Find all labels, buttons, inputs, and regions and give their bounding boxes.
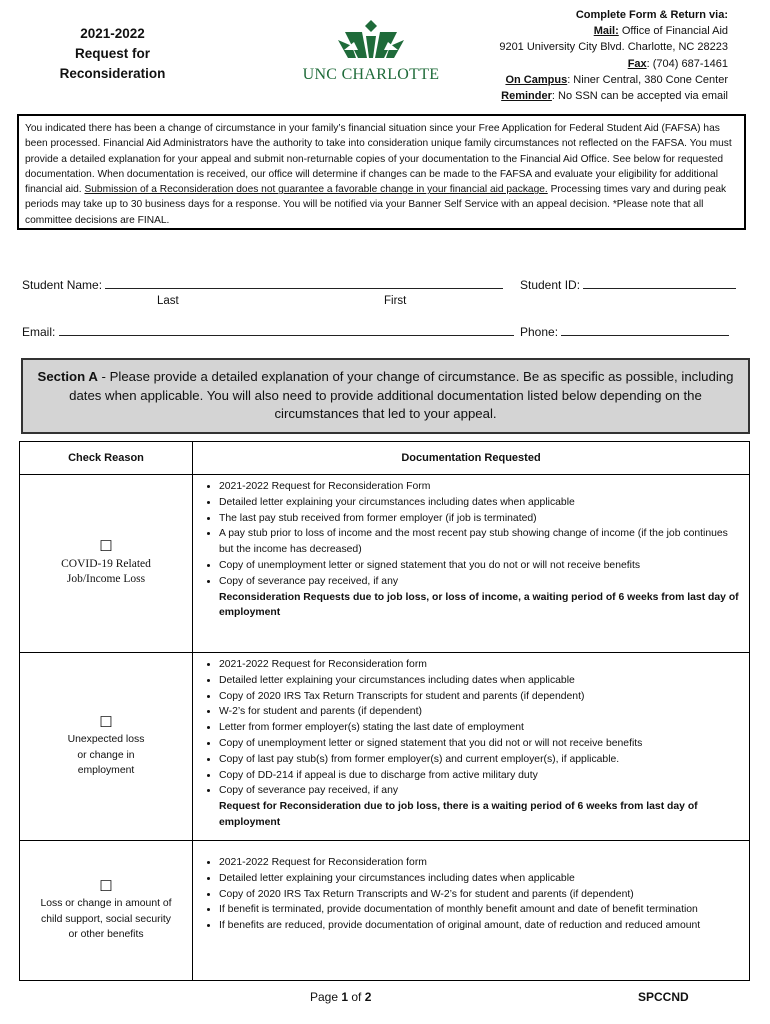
- page-of: of: [348, 990, 365, 1004]
- phone-label: Phone:: [520, 325, 559, 339]
- page-current: 1: [341, 990, 349, 1004]
- crown-icon: [300, 16, 442, 64]
- email-label: Email:: [22, 325, 56, 339]
- student-id-row: [520, 277, 736, 292]
- mail-value: Office of Financial Aid: [621, 25, 728, 38]
- first-name-label: First: [384, 295, 407, 307]
- list-item: • If benefit is terminated, provide documentation of monthly benefit amount and date of benefit termination: [219, 902, 741, 918]
- covid-checkbox[interactable]: ☐: [99, 538, 113, 556]
- list-item: • Copy of 2020 IRS Tax Return Transcripts for student and parents (if dependent): [219, 689, 741, 705]
- table-row: [20, 653, 750, 841]
- fax-value: : (704) 687-1461: [646, 57, 728, 70]
- list-item: • Copy of severance pay received, if any: [219, 783, 741, 799]
- list-item: • 2021-2022 Request for Reconsideration form: [219, 657, 741, 673]
- student-id-label: Student ID:: [520, 278, 581, 292]
- table-row: [20, 475, 750, 653]
- docs-cell: [193, 653, 750, 841]
- notice-text: You indicated there has been a change of circumstance in your family’s financial situation since your Free Application for Federal Student Aid (FAFSA) has been processed. Financial Aid Administrators have the authority to take into consideration unique family circumstances not reflected on the FAFSA. You must provide a detailed explanation for your appeal and submit non-returnable copies of your documentation to the Financial Aid Office. See below for requested documentation. When documentation is received, our office will determine if changes can be made to the FAFSA and evaluate your eligibility for additional financial aid.: [25, 123, 732, 196]
- campus-value: : Niner Central, 380 Cone Center: [567, 73, 728, 86]
- university-logo: [300, 16, 442, 84]
- list-item: • If benefits are reduced, provide documentation of original amount, date of reduction and reduced amount: [219, 918, 741, 934]
- address-line: 9201 University City Blvd. Charlotte, NC 28223: [499, 41, 728, 54]
- reason-line: or change in: [77, 749, 135, 761]
- phone-input[interactable]: [561, 324, 729, 336]
- title-line: 2021-2022: [80, 26, 145, 41]
- reason-line: COVID-19 Related: [61, 557, 151, 570]
- reason-cell: [20, 653, 193, 841]
- list-item: • The last pay stub received from former employer (if job is terminated): [219, 511, 741, 527]
- last-name-label: Last: [157, 295, 179, 307]
- list-item: • 2021-2022 Request for Reconsideration Form: [219, 479, 741, 495]
- fax-label: Fax: [627, 57, 647, 70]
- list-item: • Copy of last pay stub(s) from former employer(s) and current employer(s), if applicable.: [219, 752, 741, 768]
- title-line: Request for: [74, 46, 150, 61]
- campus-label: On Campus: [505, 73, 568, 86]
- reason-line: Loss or change in amount of: [40, 898, 172, 909]
- list-item: • Detailed letter explaining your circumstances including dates when applicable: [219, 871, 741, 887]
- docs-cell: [193, 841, 750, 981]
- reason-line: or other benefits: [68, 929, 144, 940]
- reason-cell: [20, 475, 193, 653]
- list-item: • Copy of severance pay received, if any: [219, 574, 741, 590]
- page-total: 2: [364, 990, 372, 1004]
- notice-box: [17, 114, 746, 230]
- docs-list: [205, 479, 741, 590]
- benefits-checkbox[interactable]: ☐: [99, 877, 113, 895]
- reminder-label: Reminder: [501, 90, 552, 103]
- reason-cell: [20, 841, 193, 981]
- student-name-row: [22, 277, 503, 292]
- student-name-label: Student Name:: [22, 278, 103, 292]
- return-heading: Complete Form & Return via:: [575, 9, 728, 21]
- notice-guarantee: Submission of a Reconsideration does not guarantee a favorable change in your financial aid package.: [84, 184, 548, 196]
- form-title: [40, 24, 185, 84]
- title-line: Reconsideration: [59, 66, 166, 81]
- section-a-text: - Please provide a detailed explanation of your change of circumstance. Be as specific as possible, including dates when applicable. You will also need to provide additional documentation listed below depending on the circumstances that led to your appeal.: [69, 369, 734, 421]
- documentation-table: [19, 441, 750, 981]
- col-documentation: Documentation Requested: [193, 442, 750, 475]
- employment-checkbox[interactable]: ☐: [99, 713, 113, 731]
- reason-line: Unexpected loss: [67, 734, 145, 745]
- docs-list: [205, 657, 741, 799]
- list-item: • Copy of unemployment letter or signed statement that you do not or will not receive benefits: [219, 558, 741, 574]
- list-item: • Copy of 2020 IRS Tax Return Transcripts and W-2’s for student and parents (if dependent): [219, 887, 741, 903]
- table-header-row: [20, 442, 750, 475]
- student-name-input[interactable]: [105, 277, 503, 289]
- form-code: SPCCND: [638, 990, 689, 1004]
- table-row: [20, 841, 750, 981]
- list-item: • Detailed letter explaining your circumstances including dates when applicable: [219, 673, 741, 689]
- page-prefix: Page: [310, 990, 342, 1004]
- list-item: • Copy of unemployment letter or signed statement that you did not or will not receive benefits: [219, 736, 741, 752]
- email-row: [22, 324, 514, 339]
- phone-row: [520, 324, 729, 339]
- docs-cell: [193, 475, 750, 653]
- section-a-label: Section A: [37, 369, 98, 384]
- return-instructions: [499, 7, 728, 104]
- waiting-period-note: Reconsideration Requests due to job loss, or loss of income, a waiting period of 6 weeks from last day of employment: [219, 591, 739, 619]
- student-id-input[interactable]: [583, 277, 736, 289]
- list-item: • 2021-2022 Request for Reconsideration form: [219, 855, 741, 871]
- docs-list: [205, 855, 741, 934]
- notice-text-end: Processing times vary and during peak periods may take up to 30 business days for a response. You will be notified via your Banner Self Service with an appeal decision. *Please note that all committee decisions are FINAL.: [25, 184, 727, 226]
- list-item: • A pay stub prior to loss of income and the most recent pay stub showing change of income (if the job continues but the income has decreased): [219, 526, 741, 558]
- fax-line: [499, 56, 728, 72]
- reminder-value: : No SSN can be accepted via email: [551, 90, 728, 103]
- section-a-instructions: [21, 358, 750, 434]
- reason-line: Job/Income Loss: [66, 573, 146, 586]
- mail-line: [499, 23, 728, 39]
- list-item: • W-2’s for student and parents (if dependent): [219, 704, 741, 720]
- reason-line: child support, social security: [41, 913, 171, 925]
- page-number: [310, 990, 371, 1004]
- campus-line: [499, 72, 728, 88]
- waiting-period-note: Request for Reconsideration due to job loss, there is a waiting period of 6 weeks from last day of employment: [219, 801, 698, 828]
- logo-text: UNC CHARLOTTE: [302, 66, 440, 83]
- reason-line: employment: [77, 765, 135, 776]
- list-item: • Detailed letter explaining your circumstances including dates when applicable: [219, 495, 741, 511]
- list-item: • Letter from former employer(s) stating the last date of employment: [219, 720, 741, 736]
- col-check-reason: Check Reason: [20, 442, 193, 475]
- email-input[interactable]: [59, 324, 514, 336]
- mail-label: Mail:: [593, 25, 619, 38]
- list-item: • Copy of DD-214 if appeal is due to discharge from active military duty: [219, 768, 741, 784]
- reminder-line: [499, 88, 728, 104]
